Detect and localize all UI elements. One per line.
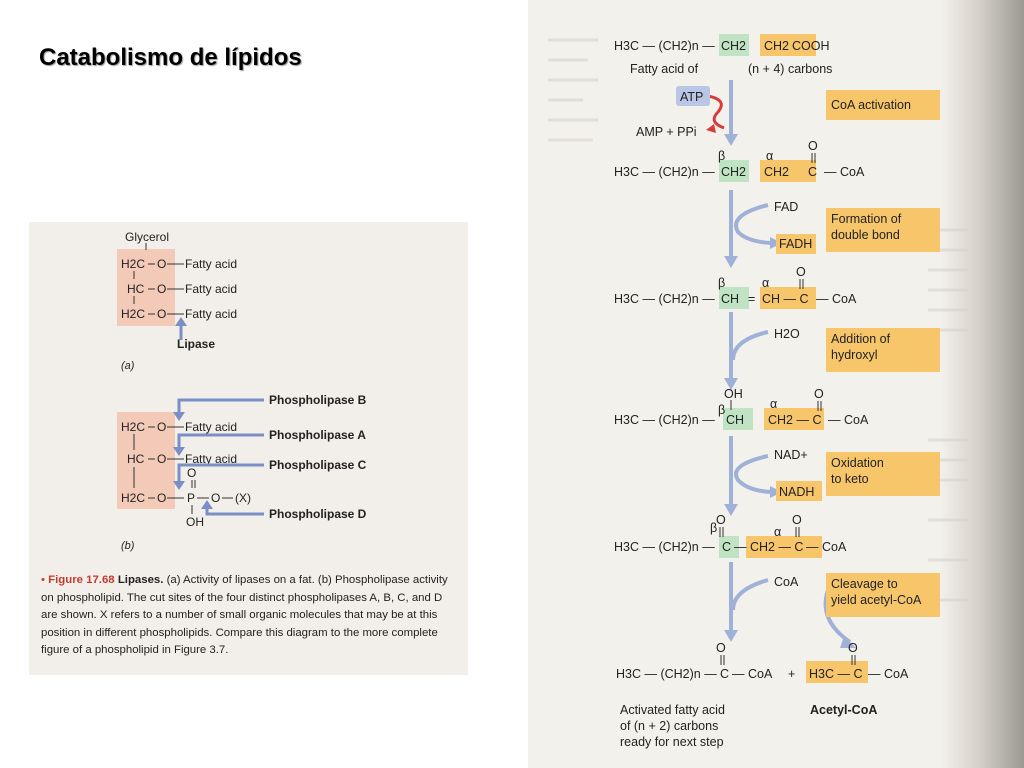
step-double-bond-1: Formation of bbox=[831, 212, 902, 226]
hydroxy-beta: β bbox=[718, 403, 726, 417]
fatty-acid-note-b: (n + 4) carbons bbox=[748, 62, 833, 76]
step-coa-activation: CoA activation bbox=[831, 98, 911, 112]
hydroxy-left: H3C — (CH2)n — bbox=[614, 413, 715, 427]
step-hydroxyl-1: Addition of bbox=[831, 332, 891, 346]
nad-input: NAD+ bbox=[774, 448, 808, 462]
acyl-beta: β bbox=[718, 149, 726, 163]
acyl-ch2b: CH2 bbox=[764, 165, 790, 179]
amp-output: AMP + PPi bbox=[636, 125, 697, 139]
fatty-acid-ch2-alpha: CH2 bbox=[764, 39, 790, 53]
acyl-c: C bbox=[808, 165, 818, 179]
phosphate-p: P bbox=[187, 491, 196, 505]
step-oxidation-2: to keto bbox=[831, 472, 869, 486]
hydroxy-ch2: CH2 — C bbox=[768, 413, 822, 427]
enoyl-eq: = bbox=[748, 292, 756, 306]
fatty-acid-cooh: COOH bbox=[792, 39, 830, 53]
phospho-row-2-link: O bbox=[157, 452, 167, 466]
phospho-row-1-group: H2C bbox=[121, 420, 146, 434]
enoyl-o: O bbox=[796, 265, 806, 279]
fadh-output: FADH bbox=[779, 237, 813, 251]
enoyl-chb: CH — C bbox=[762, 292, 809, 306]
acyl-o: O bbox=[808, 139, 818, 153]
enzyme-phospholipase-d: Phospholipase D bbox=[269, 507, 367, 521]
panel-b-label: (b) bbox=[121, 540, 135, 552]
fat-row-2-group: HC bbox=[127, 282, 145, 296]
product-note-1: Activated fatty acid bbox=[620, 703, 725, 717]
fat-row-2-chain: Fatty acid bbox=[185, 282, 238, 296]
product-acetyl: H3C — C bbox=[809, 667, 863, 681]
panel-a-label: (a) bbox=[121, 360, 135, 372]
hydroxy-ch: CH bbox=[726, 413, 745, 427]
fat-row-3-group: H2C bbox=[121, 307, 146, 321]
enoyl-left: H3C — (CH2)n — bbox=[614, 292, 715, 306]
fatty-acid-note-a: Fatty acid of bbox=[630, 62, 699, 76]
figure-caption bbox=[41, 572, 459, 660]
product-c1: C bbox=[720, 667, 730, 681]
phosphate-o-top: O bbox=[187, 466, 197, 480]
fatty-acid-ch2-beta: CH2 bbox=[721, 39, 747, 53]
page-gutter-shadow bbox=[940, 0, 1024, 768]
lipase-diagram bbox=[29, 222, 468, 567]
water-input: H2O bbox=[774, 327, 800, 341]
hydroxy-oh: OH bbox=[724, 387, 743, 401]
fatty-acid-left: H3C — (CH2)n — bbox=[614, 39, 715, 53]
phospho-row-1-chain: Fatty acid bbox=[185, 420, 238, 434]
phosphate-oh: OH bbox=[186, 515, 204, 529]
acyl-coa: — CoA bbox=[824, 165, 865, 179]
nadh-output: NADH bbox=[779, 485, 815, 499]
acyl-alpha: α bbox=[766, 149, 774, 163]
enzyme-phospholipase-b: Phospholipase B bbox=[269, 393, 367, 407]
step-cleavage-2: yield acetyl-CoA bbox=[831, 593, 922, 607]
keto-beta: β bbox=[710, 521, 718, 535]
product-o2: O bbox=[848, 641, 858, 655]
enoyl-alpha: α bbox=[762, 276, 770, 290]
product-note-3: ready for next step bbox=[620, 735, 724, 749]
step-oxidation-1: Oxidation bbox=[831, 456, 884, 470]
caption-text: (a) Activity of lipases on a fat. (b) Phospholipase activity on phospholipid. The cut sites of the four distinct phospholipases A, B, C, and D are shown. X refers to a number of small organic molecules that may be at this position in different phospholipids. Compare this diagram to the more complete figure of a phospholipid in Figure 3.7. bbox=[41, 574, 448, 656]
product-note-2: of (n + 2) carbons bbox=[620, 719, 719, 733]
phospho-row-2-group: HC bbox=[127, 452, 145, 466]
caption-title: Lipases. bbox=[117, 574, 164, 586]
coa-input: CoA bbox=[774, 575, 799, 589]
enoyl-beta: β bbox=[718, 276, 726, 290]
slide-title: Catabolismo de lípidos bbox=[39, 44, 302, 71]
product-o1: O bbox=[716, 641, 726, 655]
step-cleavage-1: Cleavage to bbox=[831, 577, 898, 591]
glycerol-label: Glycerol bbox=[125, 230, 170, 244]
caption-figure-number: Figure 17.68 bbox=[48, 574, 115, 586]
keto-o1: O bbox=[716, 513, 726, 527]
acetyl-coa-label: Acetyl-CoA bbox=[810, 703, 878, 717]
phospho-row-3-group: H2C bbox=[121, 491, 146, 505]
keto-alpha: α bbox=[774, 525, 782, 539]
enzyme-phospholipase-c: Phospholipase C bbox=[269, 458, 367, 472]
product-plus: + bbox=[788, 667, 796, 681]
phospho-row-3-link: O bbox=[157, 491, 167, 505]
hydroxy-alpha: α bbox=[770, 397, 778, 411]
lipase-figure bbox=[29, 222, 468, 675]
fat-row-2-link: O bbox=[157, 282, 167, 296]
keto-coa: — CoA bbox=[806, 540, 847, 554]
enzyme-phospholipase-a: Phospholipase A bbox=[269, 428, 366, 442]
caption-bullet: • bbox=[41, 574, 45, 586]
hydroxy-o: O bbox=[814, 387, 824, 401]
fat-row-3-link: O bbox=[157, 307, 167, 321]
enoyl-coa: — CoA bbox=[816, 292, 857, 306]
product-coa2: — CoA bbox=[868, 667, 909, 681]
keto-ch2: — CH2 — C bbox=[734, 540, 804, 554]
atp-input: ATP bbox=[680, 90, 704, 104]
enoyl-cha: CH bbox=[721, 292, 740, 306]
step-hydroxyl-2: hydroxyl bbox=[831, 348, 878, 362]
lipase-label: Lipase bbox=[177, 337, 216, 351]
step-double-bond-2: double bond bbox=[831, 228, 900, 242]
fad-input: FAD bbox=[774, 200, 799, 214]
beta-oxidation-diagram bbox=[528, 0, 940, 768]
keto-left: H3C — (CH2)n — bbox=[614, 540, 715, 554]
phosphate-o-link: O bbox=[211, 491, 221, 505]
phospho-row-2-chain: Fatty acid bbox=[185, 452, 238, 466]
acyl-left: H3C — (CH2)n — bbox=[614, 165, 715, 179]
fat-row-1-link: O bbox=[157, 257, 167, 271]
hydroxy-coa: — CoA bbox=[828, 413, 869, 427]
keto-o2: O bbox=[792, 513, 802, 527]
fat-row-1-group: H2C bbox=[121, 257, 146, 271]
product-left: H3C — (CH2)n — bbox=[616, 667, 717, 681]
phospho-row-1-link: O bbox=[157, 420, 167, 434]
phosphate-x-group: (X) bbox=[235, 491, 251, 505]
keto-c1: C bbox=[722, 540, 732, 554]
fat-row-3-chain: Fatty acid bbox=[185, 307, 238, 321]
acyl-ch2a: CH2 bbox=[721, 165, 747, 179]
fat-row-1-chain: Fatty acid bbox=[185, 257, 238, 271]
product-coa1: — CoA bbox=[732, 667, 773, 681]
